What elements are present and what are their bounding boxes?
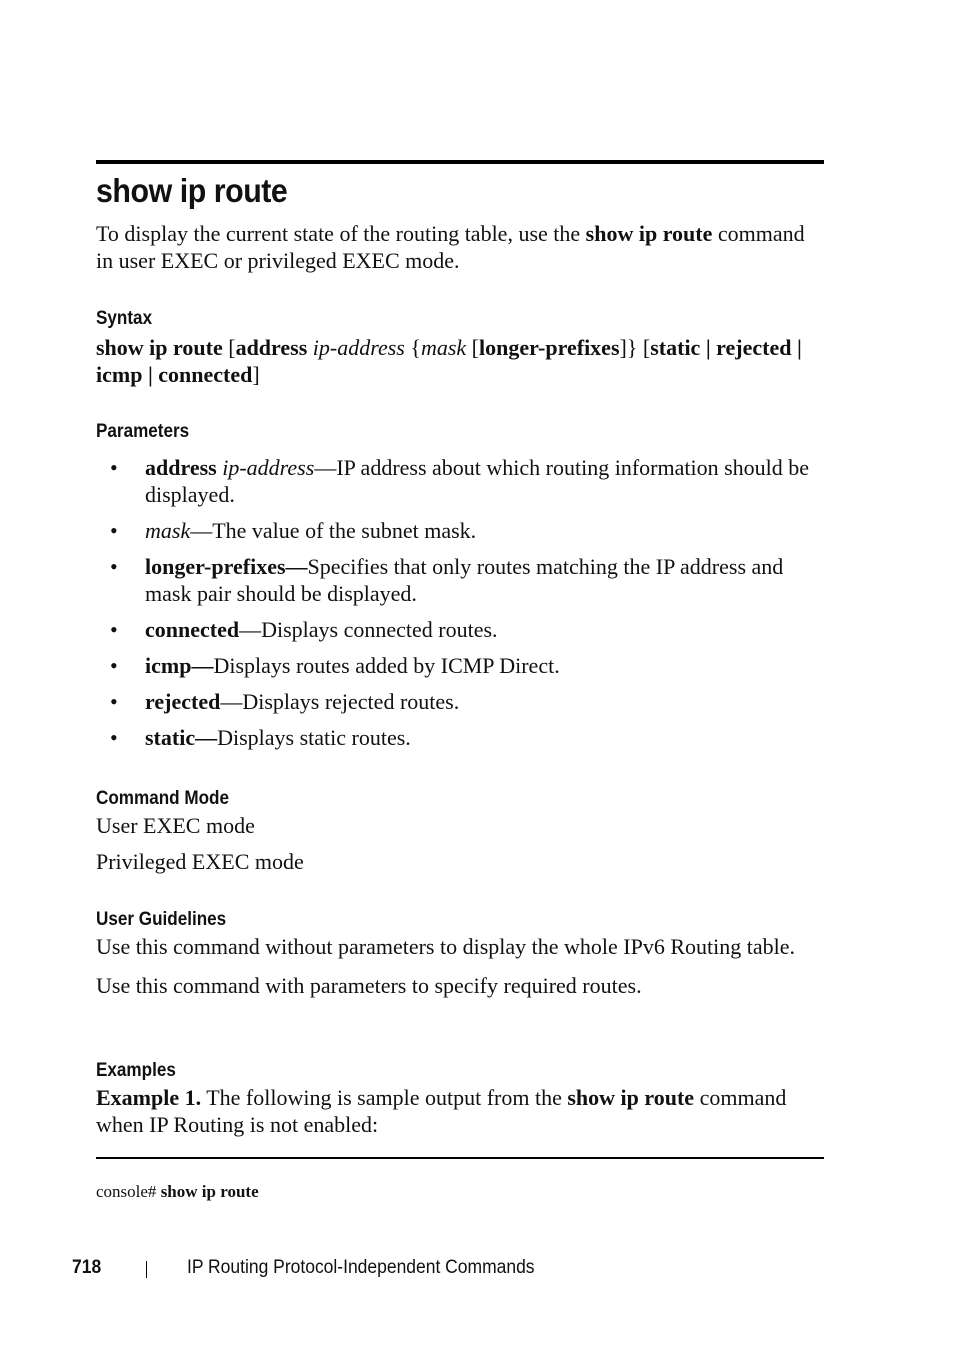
command-mode-heading: Command Mode [96, 788, 230, 809]
example-paragraph [96, 1084, 824, 1138]
console-command: show ip route [160, 1182, 259, 1201]
bullet-icon: • [110, 518, 118, 543]
param-item-address [110, 454, 824, 508]
user-guidelines-section [96, 909, 824, 999]
examples-heading: Examples [96, 1060, 176, 1081]
intro-paragraph [96, 220, 824, 274]
bullet-icon: • [110, 653, 118, 678]
parameters-heading-block [96, 421, 824, 443]
syntax-command: show ip route [96, 335, 223, 360]
param-item-longer-prefixes [110, 553, 824, 607]
bullet-icon: • [110, 725, 118, 750]
command-mode-section [96, 788, 824, 875]
syntax-line [96, 334, 824, 388]
example-label: Example 1. [96, 1085, 202, 1110]
syntax-bracket-2: [ [466, 335, 479, 360]
param-name: connected [145, 617, 240, 642]
console-prompt: console# [96, 1182, 161, 1201]
param-arg: ip-address [216, 455, 315, 480]
param-item-mask [110, 517, 824, 544]
guideline-paragraph: Use this command without parameters to display the whole IPv6 Routing table. [96, 934, 795, 959]
param-name: rejected [145, 689, 221, 714]
syntax-address: address [235, 335, 308, 360]
top-rule [96, 160, 824, 164]
syntax-longer-prefixes: longer-prefixes [478, 335, 620, 360]
page-number: 718 [72, 1257, 102, 1278]
syntax-bracket-4: ] [252, 362, 260, 387]
examples-section [96, 1060, 824, 1138]
syntax-bracket: [ [222, 335, 236, 360]
param-item-static [110, 724, 824, 751]
command-mode-line: User EXEC mode [96, 813, 255, 838]
param-name: address [145, 455, 217, 480]
syntax-section [96, 308, 824, 388]
chapter-title: IP Routing Protocol-Independent Commands [187, 1257, 535, 1278]
user-guidelines-heading: User Guidelines [96, 909, 227, 930]
page-title: show ip route [96, 172, 288, 209]
param-desc: —Displays rejected routes. [220, 689, 460, 714]
bullet-icon: • [110, 455, 118, 480]
intro-text-1: To display the current state of the routing table, use the [96, 221, 586, 246]
example-command: show ip route [567, 1085, 695, 1110]
console-output [96, 1181, 259, 1203]
param-arg: mask [145, 518, 191, 543]
syntax-ip-address: ip-address [312, 335, 405, 360]
param-item-rejected [110, 688, 824, 715]
example-text-2: command when IP Routing is not enabled: [96, 1085, 787, 1137]
param-name: static— [145, 725, 218, 750]
bullet-icon: • [110, 689, 118, 714]
param-desc: Displays static routes. [217, 725, 411, 750]
bullet-icon: • [110, 554, 118, 579]
param-desc: —The value of the subnet mask. [190, 518, 477, 543]
bullet-icon: • [110, 617, 118, 642]
example-text-1: The following is sample output from the [201, 1085, 568, 1110]
syntax-route-types: static | rejected | icmp | connected [96, 335, 802, 387]
param-desc: —IP address about which routing information should be displayed. [145, 455, 810, 507]
param-name: longer-prefixes— [145, 554, 308, 579]
param-name: icmp— [145, 653, 214, 678]
intro-section [96, 220, 824, 274]
command-mode-line: Privileged EXEC mode [96, 849, 304, 874]
parameters-list [110, 454, 824, 760]
syntax-bracket-3: ]} [ [619, 335, 651, 360]
example-rule [96, 1157, 824, 1159]
intro-command: show ip route [585, 221, 713, 246]
syntax-brace: { [404, 335, 421, 360]
param-desc: Specifies that only routes matching the IP address and mask pair should be displayed. [145, 554, 784, 606]
syntax-heading: Syntax [96, 308, 153, 329]
param-desc: Displays routes added by ICMP Direct. [213, 653, 560, 678]
guideline-paragraph: Use this command with parameters to specify required routes. [96, 973, 642, 998]
footer-separator [146, 1261, 147, 1278]
param-item-connected [110, 616, 824, 643]
param-desc: —Displays connected routes. [239, 617, 498, 642]
parameters-heading: Parameters [96, 421, 190, 442]
syntax-mask: mask [420, 335, 467, 360]
intro-text-2: command in user EXEC or privileged EXEC mode. [96, 221, 805, 273]
param-item-icmp [110, 652, 824, 679]
